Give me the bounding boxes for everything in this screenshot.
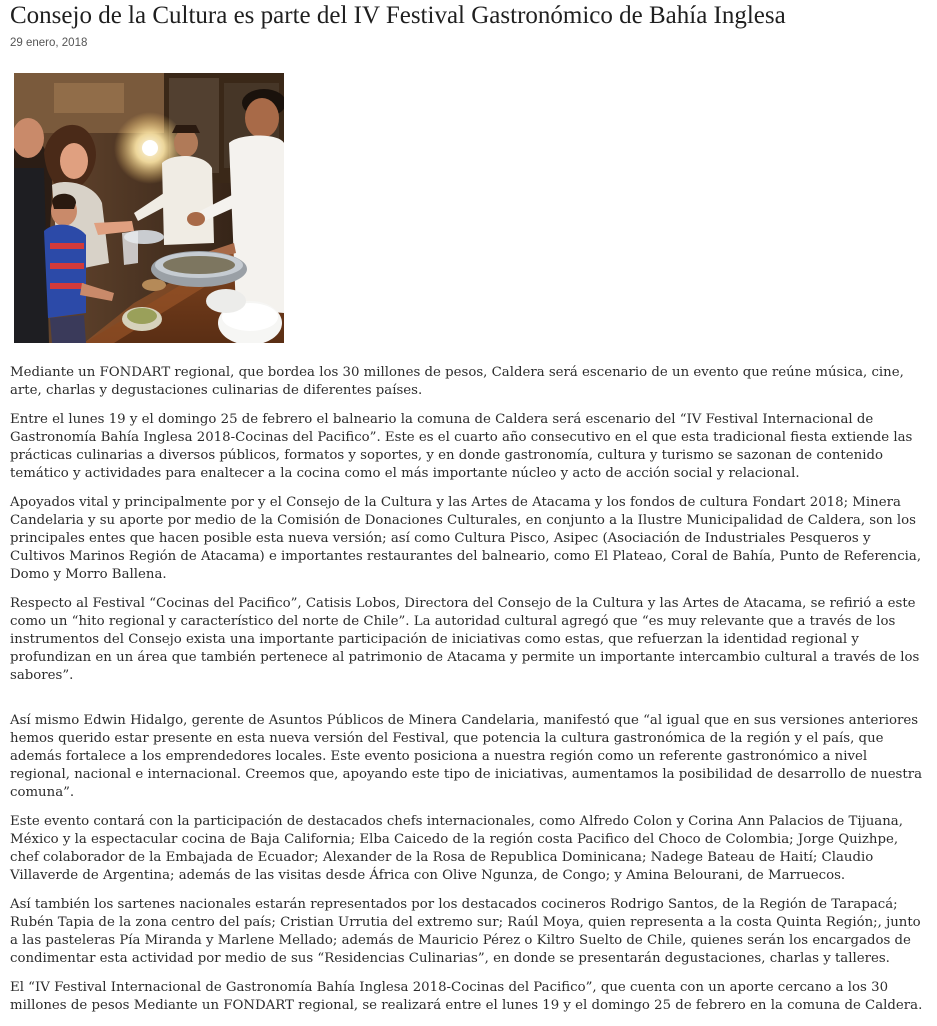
article-paragraph: El “IV Festival Internacional de Gastronomía Bahía Inglesa 2018-Cocinas del Pacifico”, que cuenta con un aporte cercano a los 30 millones de pesos Mediante un FONDART regional, se realizará entre el lunes 19 y el domingo 25 de febrero en la comuna de Caldera. [10, 980, 923, 1013]
article-body [10, 364, 925, 1026]
article-paragraph: Entre el lunes 19 y el domingo 25 de febrero el balneario la comuna de Caldera será escenario del “IV Festival Internacional de Gastronomía Bahía Inglesa 2018-Cocinas del Pacifico”. Este es el cuarto año consecutivo en el que esta tradicional fiesta extiende las prácticas culinarias a diversos públicos, formatos y soportes, y en donde gastronomía, cultura y turismo se sazonan de contenido temático y actividades para enaltecer a la cocina como el más importante núcleo y acto de acción social y relacional. [10, 412, 913, 481]
article-date: 29 enero, 2018 [10, 37, 88, 49]
article-paragraph: Mediante un FONDART regional, que bordea los 30 millones de pesos, Caldera será escenario de un evento que reúne música, cine, arte, charlas y degustaciones culinarias de diferentes países. [10, 365, 904, 398]
festival-photo-illustration [14, 73, 284, 343]
article-paragraph: Así mismo Edwin Hidalgo, gerente de Asuntos Públicos de Minera Candelaria, manifestó que “al igual que en sus versiones anteriores hemos querido estar presente en esta nueva versión del Festival, que potencia la cultura gastronómica de la región y el país, que además fortalece a los emprendedores locales. Este evento posiciona a nuestra región como un referente gastronómico a nivel regional, nacional e internacional. Creemos que, apoyando este tipo de iniciativas, aumentamos la posibilidad de desarrollo de nuestra comuna”. [10, 713, 923, 800]
article-paragraph: Apoyados vital y principalmente por y el Consejo de la Cultura y las Artes de Atacama y los fondos de cultura Fondart 2018; Minera Candelaria y su aporte por medio de la Comisión de Donaciones Culturales, en conjunto a la Ilustre Municipalidad de Caldera, son los principales entes que hacen posible esta nueva versión; así como Cultura Pisco, Asipec (Asociación de Industriales Pesqueros y Cultivos Marinos Región de Atacama) e importantes restaurantes del balneario, como El Plateao, Coral de Bahía, Punto de Referencia, Domo y Morro Ballena. [10, 495, 922, 582]
article-paragraph: Respecto al Festival “Cocinas del Pacifico”, Catisis Lobos, Directora del Consejo de la Cultura y las Artes de Atacama, se refirió a este como un “hito regional y característico del norte de Chile”. La autoridad cultural agregó que “es muy relevante que a través de los instrumentos del Consejo exista una importante participación de iniciativas como estas, que refuerzan la identidad regional y profundizan en un área que también pertenece al patrimonio de Atacama y permite un importante intercambio cultural a través de los sabores”. [10, 596, 920, 683]
article-paragraph: Así también los sartenes nacionales estarán representados por los destacados cocineros Rodrigo Santos, de la Región de Tarapacá; Rubén Tapia de la zona centro del país; Cristian Urrutia del extremo sur; Raúl Moya, quien representa a la costa Quinta Región;, junto a las pasteleras Pía Miranda y Marlene Mellado; además de Mauricio Pérez o Kiltro Suelto de Chile, quienes serán los encargados de condimentar esta actividad por medio de sus “Residencias Culinarias”, en donde se presentarán degustaciones, charlas y talleres. [10, 897, 921, 966]
festival-photo [14, 73, 284, 343]
article-paragraph: Este evento contará con la participación de destacados chefs internacionales, como Alfredo Colon y Corina Ann Palacios de Tijuana, México y la espectacular cocina de Baja California; Elba Caicedo de la región costa Pacifico del Choco de Colombia; Jorge Quizhpe, chef colaborador de la Embajada de Ecuador; Alexander de la Rosa de Republica Dominicana; Nadege Bateau de Haití; Claudio Villaverde de Argentina; además de las visitas desde África con Olive Ngunza, de Congo; y Amina Belourani, de Marruecos. [10, 814, 903, 883]
article-title: Consejo de la Cultura es parte del IV Festival Gastronómico de Bahía Inglesa [10, 2, 786, 29]
